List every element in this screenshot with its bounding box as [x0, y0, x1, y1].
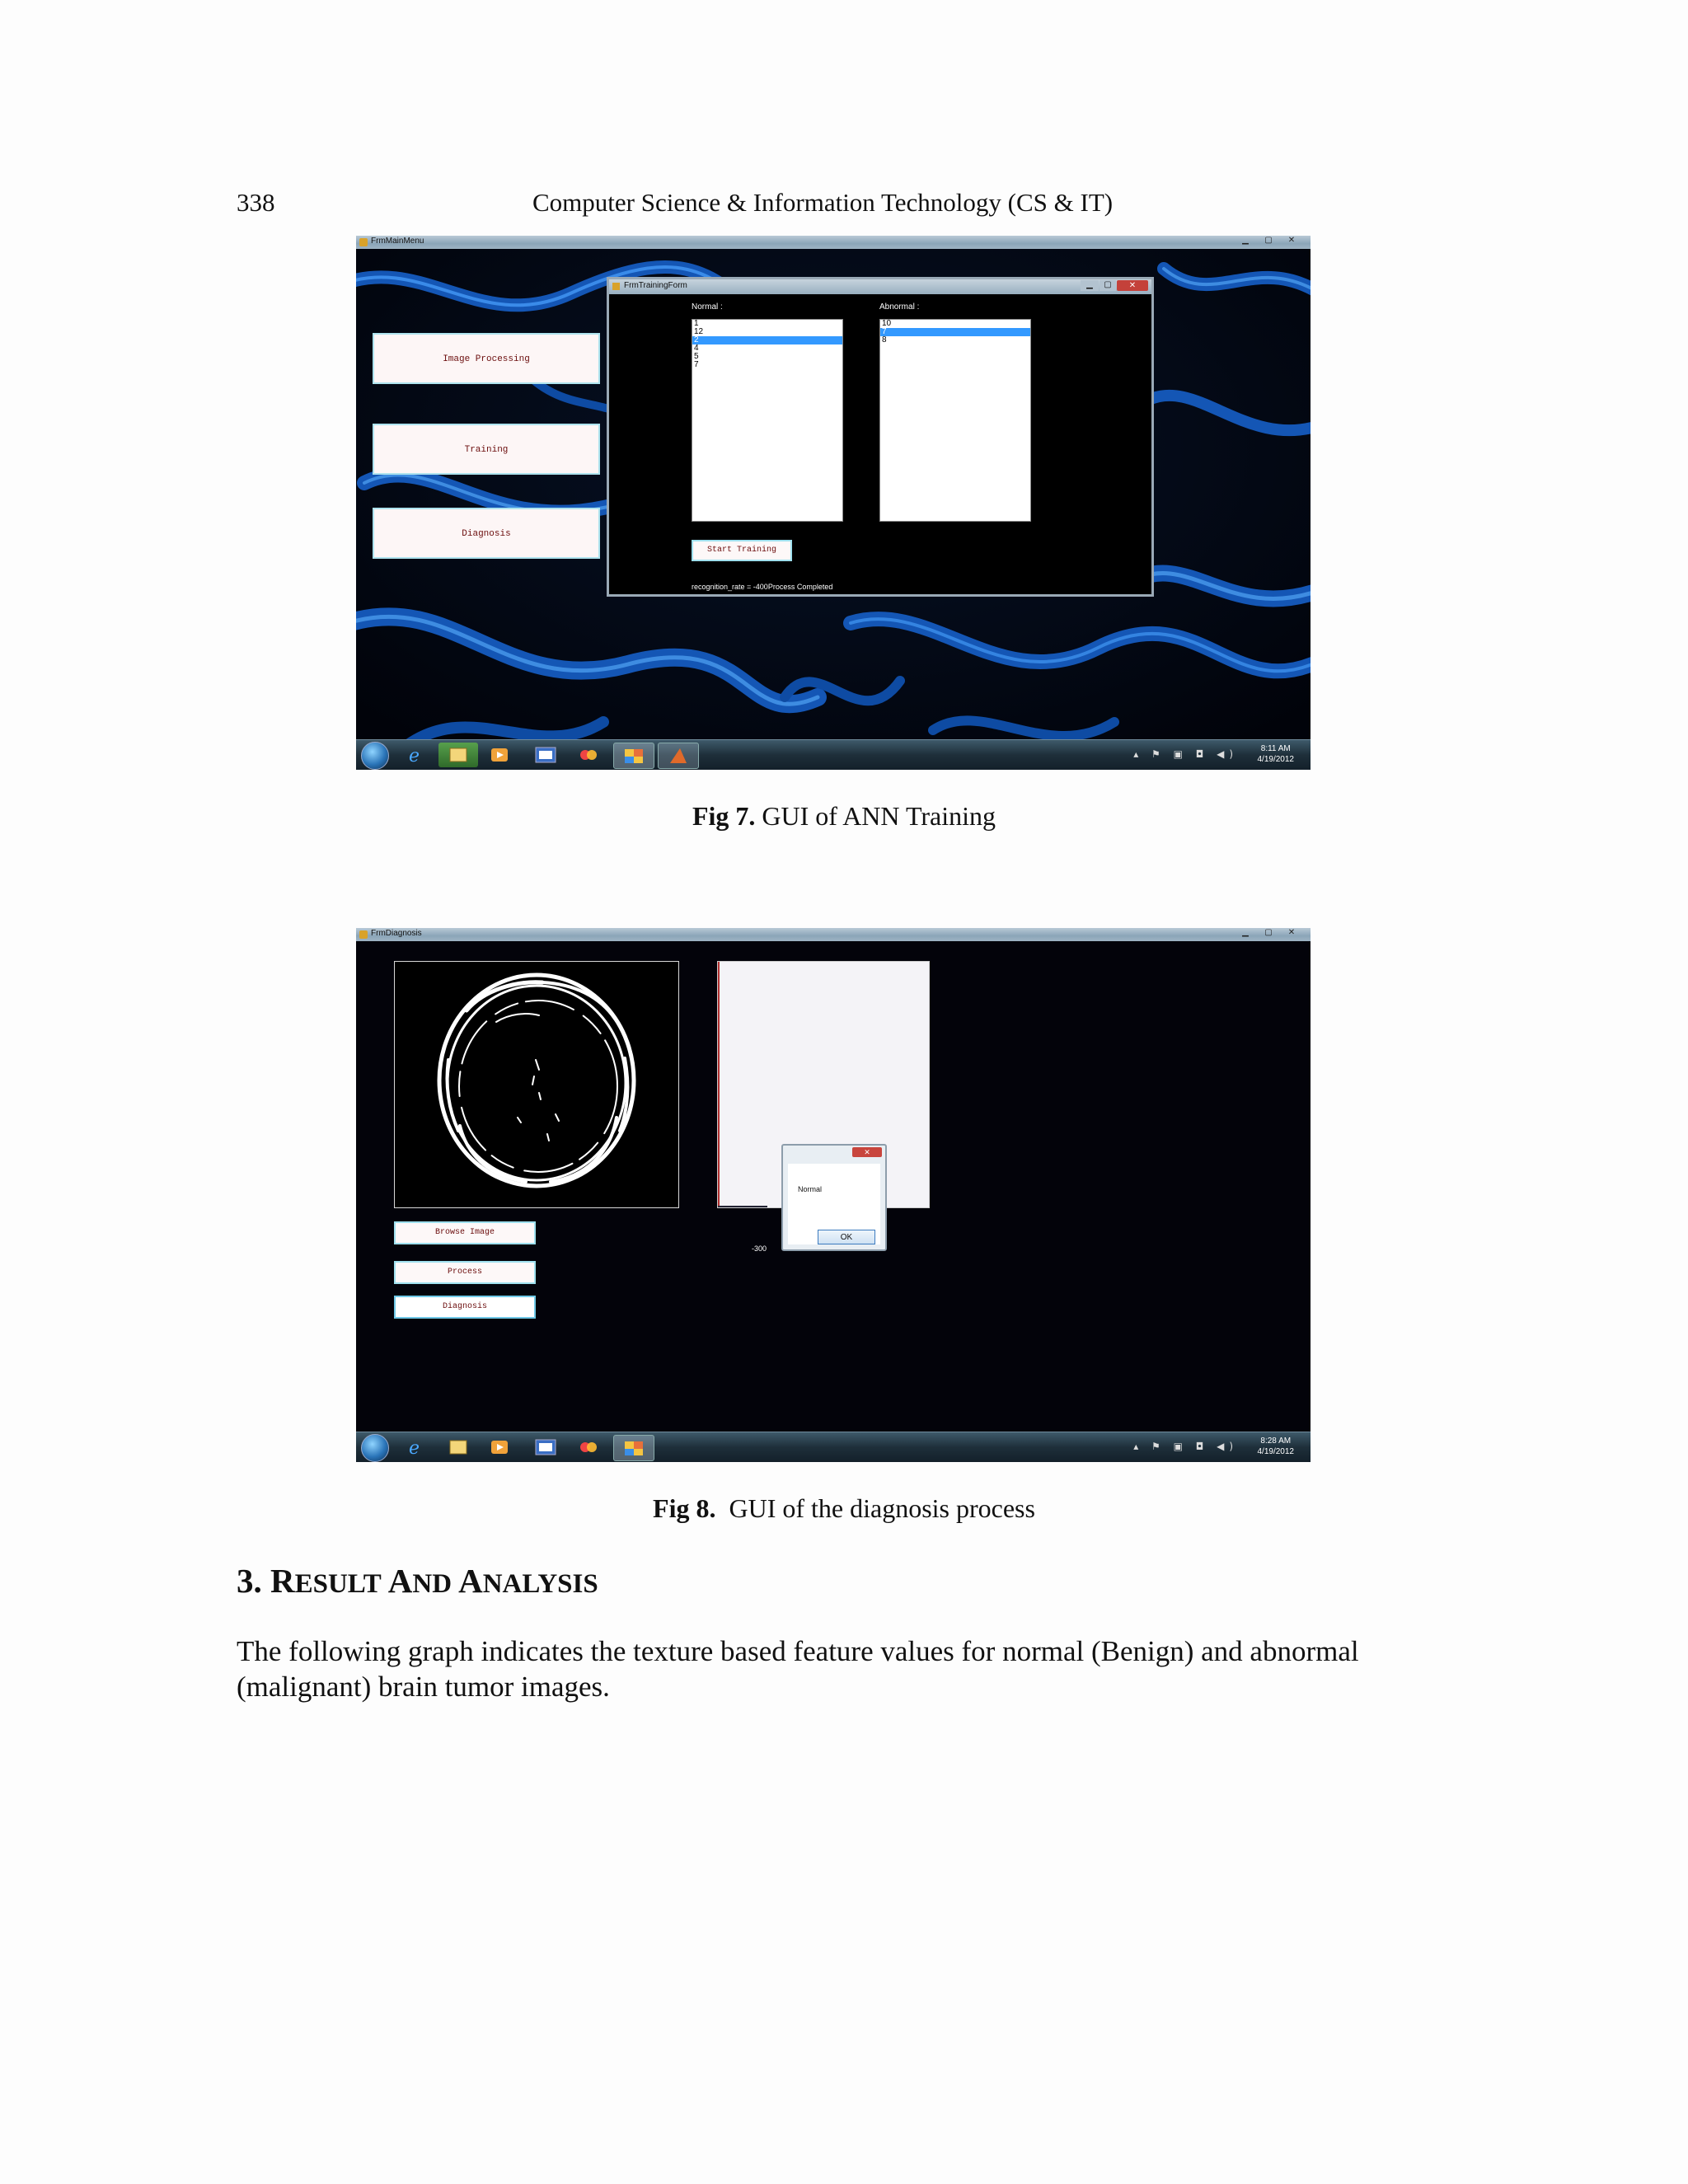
- diagnosis-titlebar[interactable]: [356, 928, 1311, 941]
- normal-list-item[interactable]: 2: [692, 336, 842, 344]
- normal-list-item[interactable]: 4: [694, 344, 699, 353]
- section-word-rest: ESULT: [294, 1569, 382, 1599]
- training-form-title: FrmTrainingForm: [624, 281, 687, 290]
- clock-date: 4/19/2012: [1257, 1447, 1294, 1456]
- close-icon[interactable]: ✕: [1287, 236, 1296, 245]
- clock-date: 4/19/2012: [1257, 755, 1294, 764]
- section-word-rest: NALYSIS: [482, 1569, 598, 1599]
- fig7-caption: [0, 801, 1688, 832]
- internet-explorer-icon[interactable]: [397, 743, 437, 767]
- minimize-icon[interactable]: ▁: [1242, 236, 1249, 245]
- start-training-button[interactable]: Start Training: [692, 540, 792, 561]
- app-icon: [359, 238, 368, 246]
- training-status: recognition_rate = -400Process Completed: [692, 583, 833, 591]
- system-tray-icons[interactable]: ▴ ⚑ ▣ ◘ ◀): [1133, 1441, 1238, 1452]
- matlab-icon[interactable]: [658, 743, 699, 769]
- training-form-window: [607, 277, 1154, 597]
- taskbar: [356, 1432, 1311, 1462]
- app-icon: [359, 930, 368, 939]
- visual-studio-icon[interactable]: [526, 743, 565, 767]
- main-menu-titlebar[interactable]: [356, 236, 1311, 249]
- green-app-icon[interactable]: [438, 743, 478, 767]
- page-number: 338: [237, 188, 275, 217]
- normal-list-item[interactable]: 1: [694, 319, 699, 328]
- abnormal-list-item[interactable]: 10: [882, 319, 892, 328]
- normal-list-item[interactable]: 5: [694, 352, 699, 361]
- plot-axis-bottom: [718, 1206, 767, 1207]
- section-word-initial: R: [270, 1562, 295, 1600]
- normal-label: Normal :: [692, 302, 723, 312]
- minimize-icon[interactable]: ▁: [1242, 928, 1249, 937]
- section-word-2: [388, 1562, 452, 1600]
- clock-time: 8:28 AM: [1260, 1436, 1292, 1446]
- plot-axis-line: [718, 962, 720, 1207]
- internet-explorer-icon[interactable]: [397, 1435, 437, 1460]
- close-icon[interactable]: ✕: [1287, 928, 1296, 937]
- clock[interactable]: [1258, 743, 1295, 765]
- colorful-app-icon[interactable]: [569, 1435, 608, 1460]
- browse-image-button[interactable]: Browse Image: [394, 1221, 536, 1244]
- message-body: [788, 1164, 880, 1244]
- fig8-caption: [0, 1493, 1688, 1524]
- windows-explorer-icon[interactable]: [613, 1435, 654, 1461]
- file-explorer-icon[interactable]: [438, 1435, 478, 1460]
- start-button-icon[interactable]: [361, 742, 389, 770]
- fig7-caption-text: GUI of ANN Training: [762, 801, 996, 831]
- close-icon[interactable]: ✕: [1117, 280, 1148, 291]
- section-word-3: [458, 1562, 598, 1600]
- visual-studio-icon[interactable]: [526, 1435, 565, 1460]
- abnormal-list-item[interactable]: 7: [880, 328, 1030, 336]
- svg-text:e: e: [409, 746, 420, 766]
- clock-time: 8:11 AM: [1260, 744, 1291, 753]
- media-player-icon[interactable]: [480, 743, 519, 767]
- taskbar: [356, 739, 1311, 770]
- close-icon[interactable]: ✕: [852, 1147, 882, 1157]
- abnormal-label: Abnormal :: [879, 302, 920, 312]
- start-button-icon[interactable]: [361, 1434, 389, 1462]
- svg-text:e: e: [409, 1438, 420, 1459]
- window-title: FrmDiagnosis: [371, 929, 422, 938]
- media-player-icon[interactable]: [480, 1435, 519, 1460]
- section-number: 3.: [237, 1562, 262, 1600]
- abnormal-listbox[interactable]: [879, 319, 1031, 522]
- diagnosis-button[interactable]: Diagnosis: [394, 1296, 536, 1319]
- normal-listbox[interactable]: [692, 319, 843, 522]
- maximize-icon[interactable]: ▢: [1264, 928, 1273, 937]
- window-title: FrmMainMenu: [371, 237, 424, 246]
- fig8-caption-label: Fig 8.: [653, 1493, 716, 1523]
- system-tray-icons[interactable]: ▴ ⚑ ▣ ◘ ◀): [1133, 748, 1238, 760]
- maximize-icon[interactable]: ▢: [1264, 236, 1273, 245]
- normal-list-item[interactable]: 12: [694, 327, 704, 336]
- fig8-caption-text: GUI of the diagnosis process: [729, 1493, 1035, 1523]
- normal-list-item[interactable]: 7: [694, 360, 699, 369]
- fig7-screenshot: [356, 236, 1311, 770]
- ok-button[interactable]: OK: [818, 1230, 875, 1244]
- app-icon: [612, 283, 620, 290]
- maximize-icon[interactable]: ▢: [1100, 280, 1116, 291]
- fig8-screenshot: [356, 928, 1311, 1462]
- process-button[interactable]: Process: [394, 1261, 536, 1284]
- diagnosis-button[interactable]: Diagnosis: [373, 508, 600, 559]
- section-heading: [237, 1561, 598, 1601]
- section-word-rest: ND: [412, 1569, 452, 1599]
- clock[interactable]: [1258, 1436, 1295, 1457]
- axis-value-label: -300: [752, 1244, 767, 1253]
- diagnosis-result-text: Normal: [798, 1185, 823, 1193]
- running-head: Computer Science & Information Technology (CS & IT): [532, 188, 1114, 217]
- fig7-caption-label: Fig 7.: [692, 801, 756, 831]
- minimize-icon[interactable]: ▁: [1081, 280, 1099, 291]
- section-word-initial: A: [458, 1562, 483, 1600]
- body-paragraph: The following graph indicates the texture based feature values for normal (Benign) and abnormal (malignant) brain tumor images.: [237, 1635, 1359, 1703]
- windows-explorer-icon[interactable]: [613, 743, 654, 769]
- colorful-app-icon[interactable]: [569, 743, 608, 767]
- brain-edge-image: [394, 961, 679, 1208]
- abnormal-list-item[interactable]: 8: [882, 335, 887, 344]
- training-button[interactable]: Training: [373, 424, 600, 475]
- result-message-box: [781, 1144, 887, 1251]
- section-word-initial: A: [387, 1562, 413, 1600]
- section-word-1: [270, 1562, 382, 1600]
- training-form-titlebar[interactable]: [609, 279, 1151, 294]
- image-processing-button[interactable]: Image Processing: [373, 333, 600, 384]
